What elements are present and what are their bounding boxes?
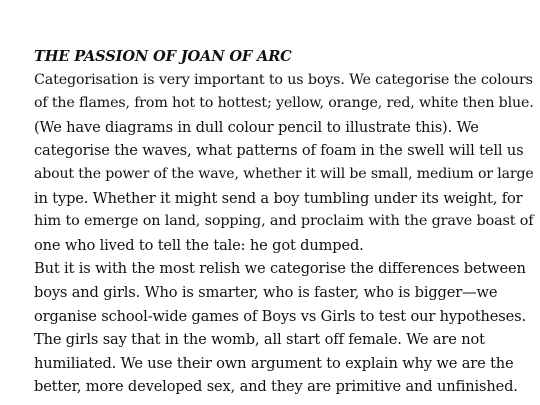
text-line: of the flames, from hot to hottest; yellow, orange, red, white then blue. [34, 95, 534, 112]
text-line: better, more developed sex, and they are primitive and unfinished. [34, 378, 518, 396]
text-line: categorise the waves, what patterns of foam in the swell will tell us [34, 142, 524, 160]
text-line: But it is with the most relish we categorise the differences between [34, 260, 526, 278]
text-line: humiliated. We use their own argument to explain why we are the [34, 354, 514, 372]
text-line: in type. Whether it might send a boy tumbling under its weight, for [34, 189, 523, 207]
document-title: THE PASSION OF JOAN OF ARC [34, 48, 292, 65]
text-line: one who lived to tell the tale: he got dumped. [34, 236, 364, 254]
text-line: Categorisation is very important to us boys. We categorise the colours [34, 71, 533, 88]
text-line: boys and girls. Who is smarter, who is faster, who is bigger—we [34, 283, 498, 301]
text-line: The girls say that in the womb, all start off female. We are not [34, 331, 485, 349]
text-line: (We have diagrams in dull colour pencil to illustrate this). We [34, 118, 479, 136]
text-line: him to emerge on land, sopping, and proclaim with the grave boast of [34, 213, 534, 230]
text-line: about the power of the wave, whether it will be small, medium or large [34, 165, 534, 182]
text-line: organise school-wide games of Boys vs Girls to test our hypotheses. [34, 307, 526, 325]
document-page [34, 45, 534, 399]
